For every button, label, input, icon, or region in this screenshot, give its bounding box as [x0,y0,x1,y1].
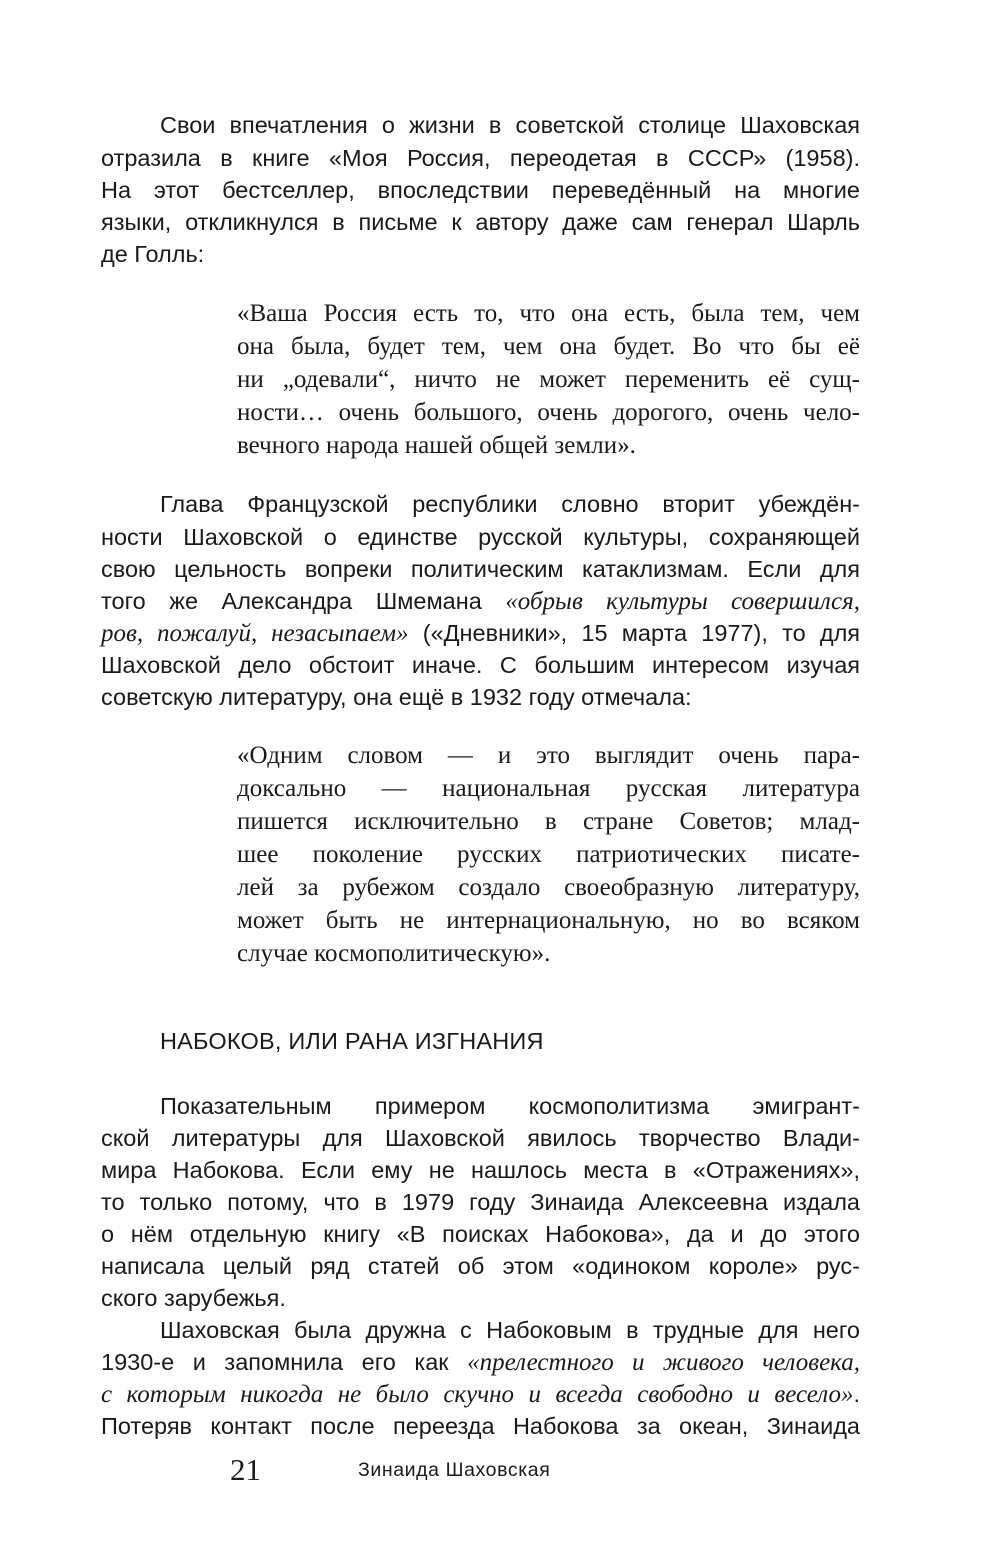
quote-line: случае космополитическую». [237,940,551,967]
quote-line: вечного народа нашей общей земли». [237,432,636,459]
quote-line: она была, будет тем, чем она будет. Во что бы её [237,333,860,360]
italic-quotation: «прелестного и живого человека, [467,1349,860,1376]
text-line: Шаховской дело обстоит иначе. С большим интересом изучая [101,652,860,678]
text-line: Свои впечатления о жизни в советской столице Шаховская [160,112,860,138]
text-line: де Голль: [101,241,205,267]
text-line: языки, откликнулся в письме к автору даже сам генерал Шарль [101,209,860,235]
text-line: Потеряв контакт после переезда Набокова за океан, Зинаида [101,1413,860,1439]
text-line: ской литературы для Шаховской явилось творчество Влади- [101,1125,860,1151]
text-line: написала целый ряд статей об этом «одиноком короле» рус- [101,1253,860,1279]
quote-line: может быть не интернациональную, но во всяком [237,907,860,934]
text-line [101,1381,860,1409]
quote-line: шее поколение русских патриотических писате- [237,841,860,868]
text-line [101,588,860,616]
section-heading: НАБОКОВ, ИЛИ РАНА ИЗГНАНИЯ [160,1028,544,1054]
text-line: Показательным примером космополитизма эмигрант- [160,1093,860,1119]
text-line: На этот бестселлер, впоследствии переведённый на многие [101,177,860,203]
quote-line: «Ваша Россия есть то, что она есть, была тем, чем [237,300,860,327]
text-line [101,620,860,648]
quote-line: пишется исключительно в стране Советов; млад- [237,808,860,835]
text-line: то только потому, что в 1979 году Зинаида Алексеевна издала [101,1189,860,1215]
text-line: ности Шаховской о единстве русской культуры, сохраняющей [101,524,860,550]
plain-text: . [853,1381,860,1407]
text-line: отразила в книге «Моя Россия, переодетая в СССР» (1958). [101,145,860,171]
plain-text: того же Александра Шмемана [101,588,506,614]
italic-quotation: ров, пожалуй, незасыпаем» [101,620,409,647]
plain-text: 1930-е и запомнила его как [101,1349,468,1375]
quote-line: лей за рубежом создало своеобразную литературу, [237,874,860,901]
text-line: о нём отдельную книгу «В поисках Набокова», да и до этого [101,1221,860,1247]
text-line: Глава Французской республики словно вторит убеждён- [160,491,860,517]
text-line: свою цельность вопреки политическим катаклизмам. Если для [101,556,860,582]
quote-line: «Одним словом — и это выглядит очень пара- [237,742,860,769]
text-line [101,1349,860,1377]
plain-text: («Дневники», 15 марта 1977), то для [408,620,861,646]
quote-line: доксально — национальная русская литература [237,775,860,802]
text-line: ского зарубежья. [101,1285,286,1311]
text-line: Шаховская была дружна с Набоковым в трудные для него [160,1317,860,1343]
quote-line: ни „одевали“, ничто не может переменить её сущ- [237,366,860,393]
quote-line: ности… очень большого, очень дорогого, очень чело- [237,399,860,426]
text-line: мира Набокова. Если ему не нашлось места в «Отражениях», [101,1157,860,1183]
running-head: Зинаида Шаховская [358,1459,551,1481]
page-number: 21 [230,1452,261,1487]
text-line: советскую литературу, она ещё в 1932 году отмечала: [101,684,692,710]
italic-quotation: «обрыв культуры совершился, [505,588,860,615]
italic-quotation: с которым никогда не было скучно и всегда свободно и весело» [101,1381,854,1408]
